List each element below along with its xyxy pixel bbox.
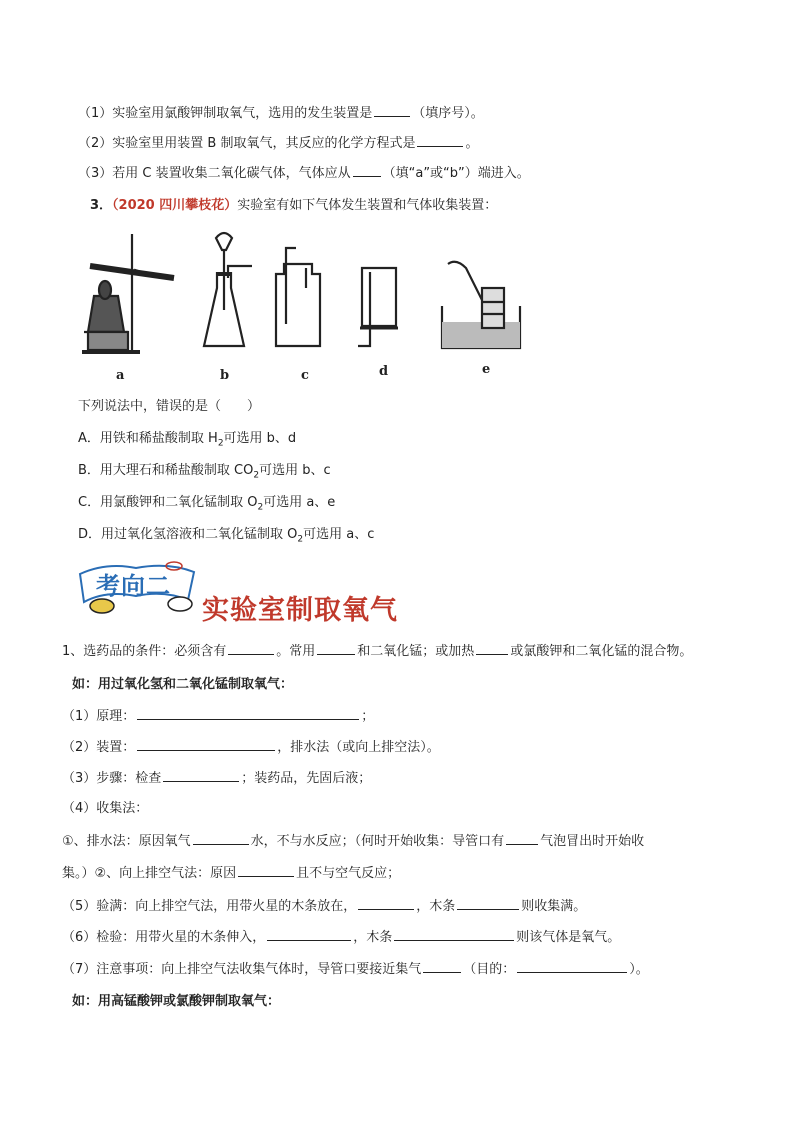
answer-blank [228,642,274,655]
apparatus-figure [74,228,534,388]
content-line-11: （7）注意事项：向上排空气法收集气体时，导管口要接近集气 （目的： ）。 [62,962,649,977]
section-title: 实验室制取氧气 [202,595,398,626]
answer-blank [506,832,538,845]
apparatus-e [442,262,520,348]
answer-blank [137,738,275,751]
answer-blank [163,769,239,782]
question-3-prompt: 下列说法中，错误的是（ ） [78,399,261,414]
option-c: C．用氯酸钾和二氧化锰制取 $O_2$可选用 a、e [78,495,336,513]
answer-blank [476,642,508,655]
option-d: D．用过氧化氢溶液和二氧化锰制取 $O_2$可选用 a、c [78,527,375,545]
figure-label-d: d [379,364,389,379]
answer-blank [394,928,514,941]
answer-blank [137,707,359,720]
badge-text: 考向二 [96,571,171,600]
content-line-3: （1）原理： ； [62,709,375,724]
answer-blank [267,928,351,941]
answer-blank [193,832,249,845]
figure-label-e: e [482,362,491,377]
content-line-7: ①、排水法：原因氧气 水，不与水反应；（何时开始收集：导管口有 气泡冒出时开始收 [62,834,645,849]
answer-blank [517,960,627,973]
content-line-4: （2）装置： ，排水法（或向上排空法）。 [62,740,440,755]
q-prev-part-2: （2）实验室里用装置 B 制取氧气，其反应的化学方程式是 。 [78,136,479,151]
section-badge [76,560,198,620]
answer-blank [317,642,355,655]
apparatus-b [204,233,252,346]
apparatus-drawing [74,228,534,358]
figure-label-b: b [220,368,230,383]
figure-label-c: c [301,368,309,383]
question-source: （2020 四川攀枝花） [112,198,238,213]
q-prev-part-1: （1）实验室用氯酸钾制取氧气，选用的发生装置是 （填序号）。 [78,106,484,121]
answer-blank [423,960,461,973]
option-a: A．用铁和稀盐酸制取 $H_2$可选用 b、d [78,431,297,449]
q-prev-part-3: （3）若用 C 装置收集二氧化碳气体，气体应从 （填“a”或“b”）端进入。 [78,166,530,181]
apparatus-a [82,234,174,352]
content-line-8: 集。）②、向上排空气法：原因 且不与空气反应； [62,866,401,881]
content-line-10: （6）检验：用带火星的木条伸入， ，木条 则该气体是氧气。 [62,930,621,945]
content-line-6: （4）收集法： [62,801,149,816]
content-line-9: （5）验满：向上排空气法，用带火星的木条放在， ，木条 则收集满。 [62,899,587,914]
answer-blank [457,897,519,910]
question-3-stem: 3．（2020 四川攀枝花）实验室有如下气体发生装置和气体收集装置： [90,198,498,213]
content-line-2: 如：用过氧化氢和二氧化锰制取氧气： [72,677,294,692]
answer-blank [238,864,294,877]
answer-blank [417,134,463,147]
content-line-12: 如：用高锰酸钾或氯酸钾制取氧气： [72,994,281,1009]
option-b: B．用大理石和稀盐酸制取 $CO_2$可选用 b、c [78,463,331,481]
answer-blank [374,104,410,117]
answer-blank [358,897,414,910]
content-line-1: 1、选药品的条件：必须含有 。常用 和二氧化锰；或加热 或氯酸钾和二氧化锰的混合物。 [62,644,693,659]
apparatus-c [276,248,320,346]
answer-blank [353,164,381,177]
content-line-5: （3）步骤：检查 ；装药品，先固后液； [62,771,372,786]
apparatus-d [358,268,398,346]
figure-label-a: a [116,368,125,383]
